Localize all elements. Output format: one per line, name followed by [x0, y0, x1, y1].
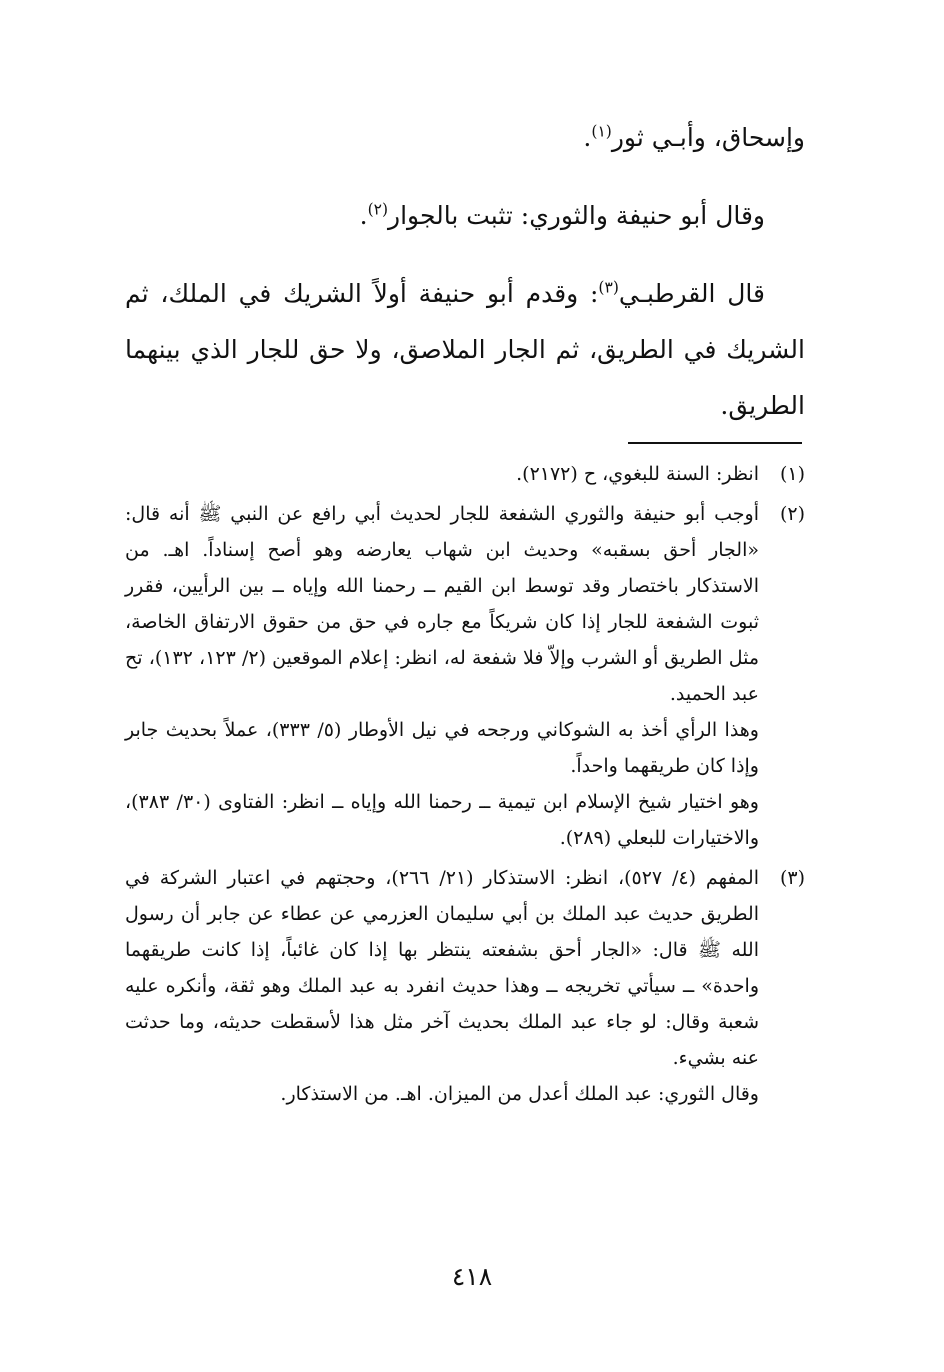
paragraph-3	[125, 266, 805, 434]
footnote-paragraph: المفهم (٤/ ٥٢٧)، انظر: الاستذكار (٢١/ ٢٦٦)، وحجتهم في اعتبار الشركة في الطريق حديث عبد الملك بن أبي سليمان العزرمي عن عطاء عن جابر أن رسول الله ﷺ قال: «الجار أحق بشفعته ينتظر بها إذا كان غائباً، إذا كانت طريقهما واحدة» ــ سيأتي تخريجه ــ وهذا حديث انفرد به عبد الملك وهو ثقة، وأنكره عليه شعبة وقال: لو جاء عبد الملك بحديث آخر مثل هذا لأسقطت حديثه، وما حدثت عنه بشيء.	[125, 867, 759, 1069]
paragraph-2-end: .	[359, 201, 368, 230]
footnote-number: (٢)	[779, 503, 805, 525]
footnote-paragraph: وقال الثوري: عبد الملك أعدل من الميزان. اهـ. من الاستذكار.	[280, 1083, 759, 1105]
paragraph-1	[125, 110, 805, 166]
footnote-paragraph: وهذا الرأي أخذ به الشوكاني ورجحه في نيل الأوطار (٥/ ٣٣٣)، عملاً بحديث جابر وإذا كان طريقهما واحداً.	[125, 719, 759, 777]
paragraph-3-text: : وقدم أبو حنيفة أولاً الشريك في الملك، ثم الشريك في الطريق، ثم الجار الملاصق، ولا حق للجار الذي بينهما الطريق.	[125, 279, 805, 420]
paragraph-1-end: .	[583, 123, 592, 152]
footnote-paragraph: أوجب أبو حنيفة والثوري الشفعة للجار لحديث أبي رافع عن النبي ﷺ أنه قال: «الجار أحق بسقبه» وحديث ابن شهاب يعارضه وهو أصح إسناداً. اهـ. من الاستذكار باختصار وقد توسط ابن القيم ــ رحمنا الله وإياه ــ بين الرأيين، فقرر ثبوت الشفعة للجار إذا كان شريكاً مع جاره في حق من حقوق الارتفاق الخاصة، مثل الطريق أو الشرب وإلاّ فلا شفعة له، انظر: إعلام الموقعين (٢/ ١٢٣، ١٣٢)، تح عبد الحميد.	[125, 503, 760, 705]
footnotes	[125, 456, 805, 1116]
footnote-1	[125, 456, 805, 492]
main-text	[125, 110, 805, 434]
paragraph-2-text: وقال أبو حنيفة والثوري: تثبت بالجوار	[388, 201, 765, 230]
footnote-body	[125, 860, 759, 1112]
footnote-number: (٣)	[779, 867, 805, 889]
footnote-paragraph: انظر: السنة للبغوي، ح (٢١٧٢).	[516, 463, 759, 485]
footnote-ref-3: (٣)	[598, 278, 619, 297]
footnote-paragraph: وهو اختيار شيخ الإسلام ابن تيمية ــ رحمنا الله وإياه ــ انظر: الفتاوى (٣٠/ ٣٨٣)، والاختيارات للبعلي (٢٨٩).	[125, 791, 759, 849]
footnote-ref-1: (١)	[591, 122, 612, 141]
page-number: ٤١٨	[451, 1262, 493, 1291]
footnote-2	[125, 496, 805, 856]
footnote-ref-2: (٢)	[367, 200, 389, 219]
footnote-3	[125, 860, 805, 1112]
footnote-number: (١)	[779, 463, 805, 485]
paragraph-1-text: وإسحاق، وأبـي ثور	[611, 123, 805, 152]
footnote-body	[125, 456, 759, 492]
paragraph-2	[125, 188, 805, 244]
paragraph-3-lead: قال القرطبـي	[618, 279, 765, 308]
footnote-body	[125, 496, 759, 856]
footnote-separator	[628, 442, 802, 444]
